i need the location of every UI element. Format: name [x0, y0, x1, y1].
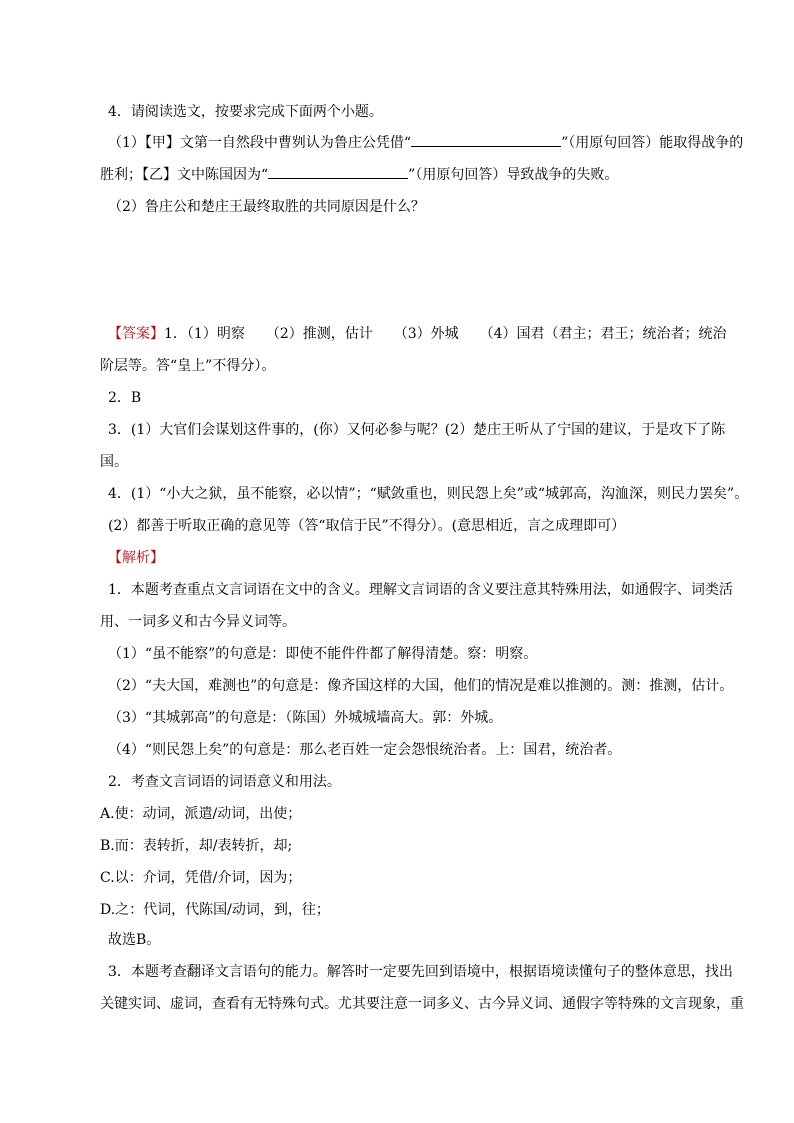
analysis-2-d: D.之：代词，代陈国/动词，到，往； [100, 902, 330, 918]
analysis-1-line2: 用、一词多义和古今异义词等。 [100, 614, 296, 630]
sub1-a-prefix: （1）【甲】文第一自然段中曹刿认为鲁庄公凭借“ [108, 135, 412, 151]
answer-1-line2: 阶层等。答“皇上”不得分）。 [100, 358, 276, 374]
analysis-1-item1: （1）“虽不能察”的句意是：即使不能件件都了解得清楚。察：明察。 [108, 646, 538, 662]
answer-line1 [108, 325, 727, 343]
sub1-b-suffix: ”（用原句回答）导致战争的失败。 [408, 167, 619, 183]
analysis-2-c: C.以：介词，凭借/介词，因为； [100, 870, 302, 886]
analysis-2: 2．考查文言词语的词语意义和用法。 [108, 774, 341, 790]
analysis-2-b: B.而：表转折，却/表转折，却; [100, 838, 293, 854]
answer-blank-2[interactable] [268, 166, 408, 179]
question-sub1-line1 [108, 134, 743, 152]
answer-2: 2．B [108, 390, 142, 406]
answer-3-line1: 3．(1）大官们会谋划这件事的，(你）又何必参与呢？(2）楚庄王听从了宁国的建议，于是攻下了陈 [108, 422, 726, 438]
analysis-1-item4: （4）“则民怨上矣”的句意是：那么老百姓一定会怨恨统治者。上：国君，统治者。 [108, 742, 622, 758]
question-sub2: （2）鲁庄公和楚庄王最终取胜的共同原因是什么？ [108, 199, 425, 215]
analysis-2-end: 故选B。 [108, 932, 161, 948]
sub1-a-suffix: ”（用原句回答）能取得战争的 [561, 135, 744, 151]
answer-1-line1: 1．（1）明察 （2）推测，估计 （3）外城 （4）国君（君主；君王；统治者；统治 [164, 326, 727, 342]
answer-label: 【答案】 [108, 326, 164, 342]
answer-4-line2: (2）都善于听取正确的意见等（答“取信于民”不得分）。(意思相近，言之成理即可） [108, 518, 626, 534]
analysis-1-item3: （3）“其城郭高”的句意是：（陈国）外城城墙高大。郭：外城。 [108, 710, 503, 726]
analysis-3-line1: 3．本题考查翻译文言语句的能力。解答时一定要先回到语境中，根据语境读懂句子的整体意思，找出 [108, 964, 733, 980]
answer-3-line2: 国。 [100, 454, 128, 470]
analysis-3-line2: 关键实词、虚词，查看有无特殊句式。尤其要注意一词多义、古今异义词、通假字等特殊的文言现象，重 [100, 996, 744, 1012]
analysis-1-item2: （2）“夫大国，难测也”的句意是：像齐国这样的大国，他们的情况是难以推测的。测：推测，估计。 [108, 678, 734, 694]
analysis-1-line1: 1．本题考查重点文言词语在文中的含义。理解文言词语的含义要注意其特殊用法，如通假字、词类活 [108, 582, 733, 598]
answer-blank-1[interactable] [411, 134, 561, 147]
question-sub1-line2 [100, 166, 618, 184]
analysis-label: 【解析】 [108, 550, 164, 566]
question-title: 4．请阅读选文，按要求完成下面两个小题。 [108, 104, 383, 120]
analysis-2-a: A.使：动词，派遣/动词，出使； [100, 806, 302, 822]
sub1-b-prefix: 胜利；【乙】文中陈国因为“ [100, 167, 269, 183]
answer-4-line1: 4．(1）“小大之狱，虽不能察，必以情”；“赋敛重也，则民怨上矣”或“城郭高，沟洫深，则民力罢矣”。 [108, 486, 749, 502]
